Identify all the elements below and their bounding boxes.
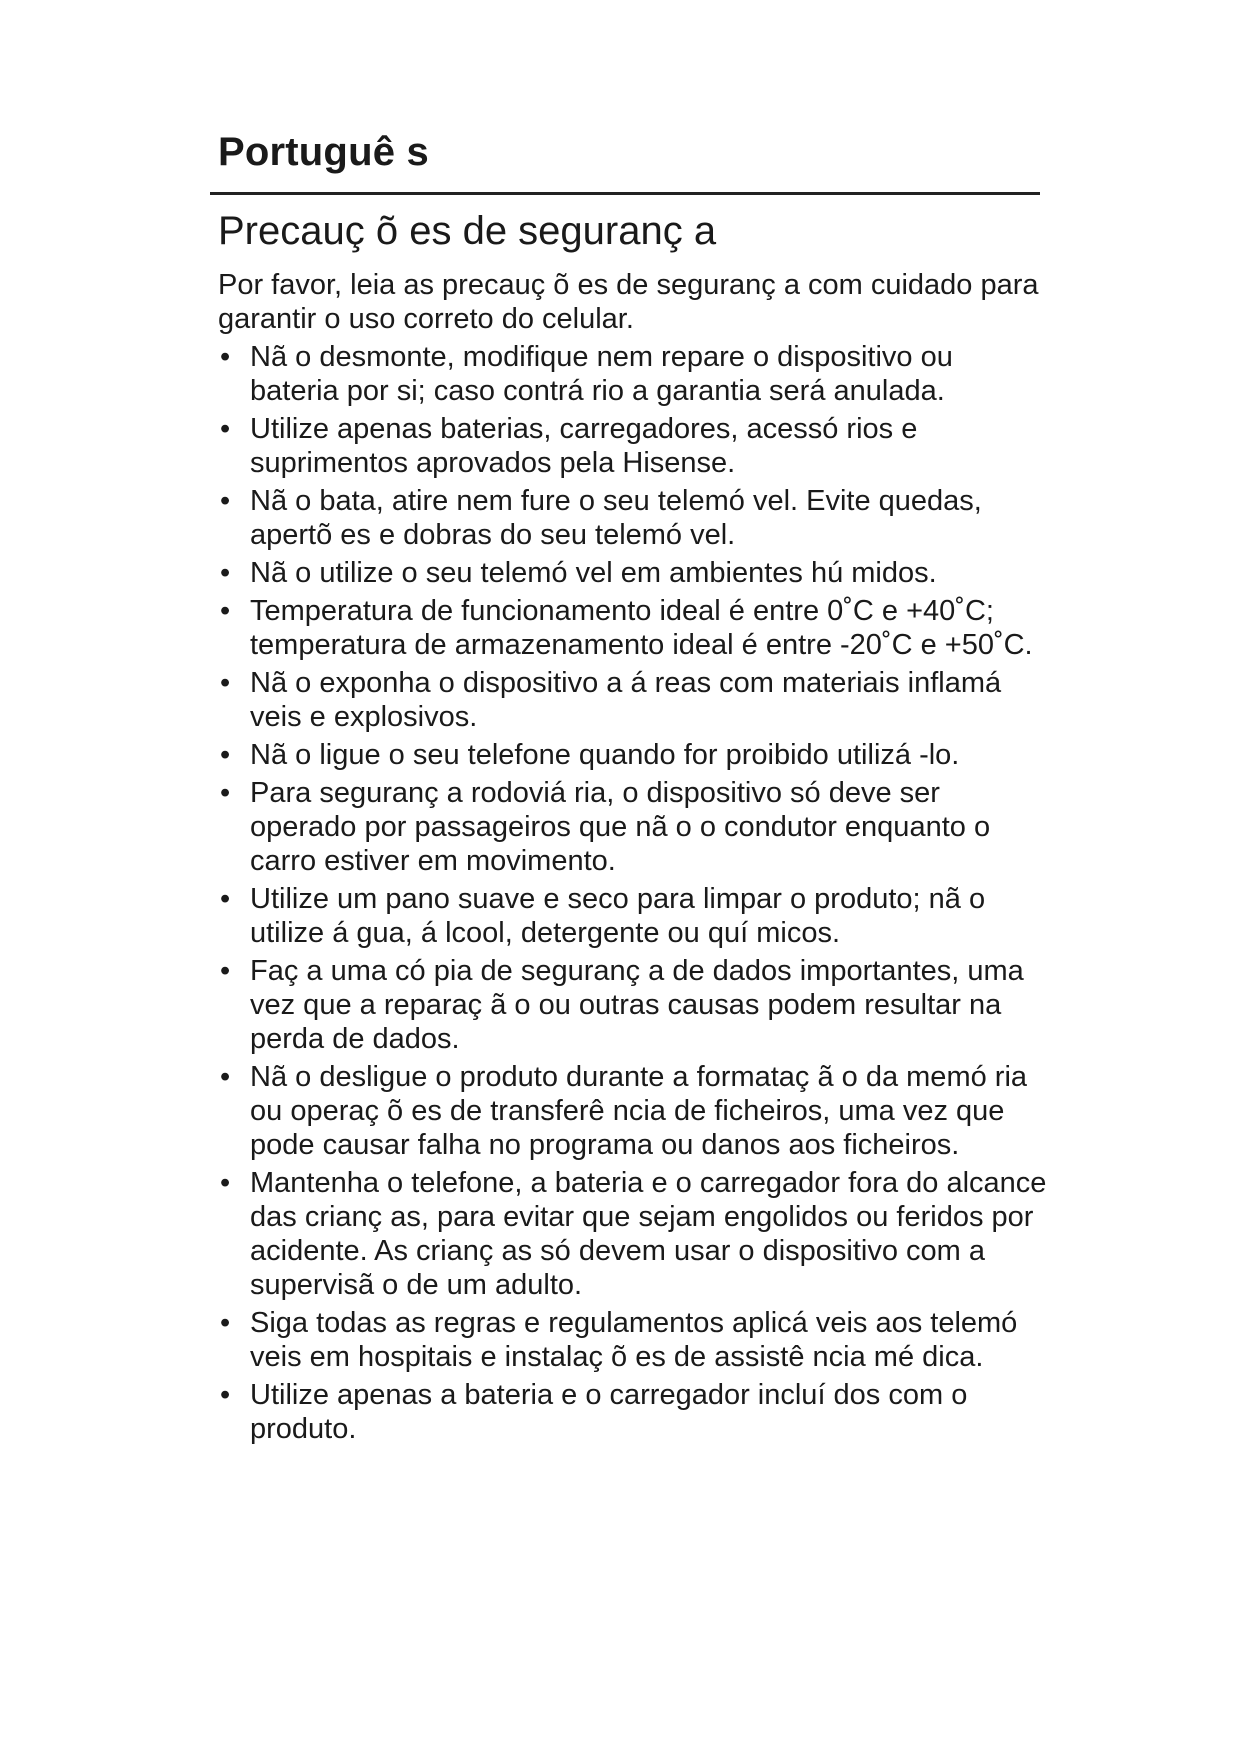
header	[218, 128, 1038, 176]
bullet-icon: •	[220, 739, 231, 771]
bullet-icon: •	[220, 955, 231, 987]
bullet-icon: •	[220, 595, 231, 627]
list-item-text: Faç a uma có pia de seguranç a de dados importantes, uma vez que a reparaç ã o ou outras causas podem resultar na perda de dados.	[250, 955, 1024, 1055]
list-item-text: Siga todas as regras e regulamentos aplicá veis aos telemó veis em hospitais e instalaç õ es de assistê ncia mé dica.	[250, 1307, 1018, 1373]
list-item	[218, 594, 1048, 662]
list-item-text: Mantenha o telefone, a bateria e o carregador fora do alcance das crianç as, para evitar que sejam engolidos ou feridos por acidente. As crianç as só devem usar o dispositivo com a supervisã o de um adulto.	[250, 1167, 1047, 1301]
list-item	[218, 954, 1048, 1056]
list-item	[218, 738, 1048, 772]
list-item	[218, 776, 1048, 878]
list-item	[218, 1060, 1048, 1162]
safety-precautions-list	[218, 340, 1048, 1450]
list-item-text: Nã o utilize o seu telemó vel em ambientes hú midos.	[250, 557, 937, 589]
list-item	[218, 340, 1048, 408]
bullet-icon: •	[220, 485, 231, 517]
bullet-icon: •	[220, 557, 231, 589]
list-item	[218, 666, 1048, 734]
list-item	[218, 1166, 1048, 1302]
language-title: Portuguê s	[218, 130, 429, 174]
list-item	[218, 484, 1048, 552]
list-item-text: Nã o bata, atire nem fure o seu telemó vel. Evite quedas, apertõ es e dobras do seu telemó vel.	[250, 485, 982, 551]
list-item-text: Temperatura de funcionamento ideal é entre 0˚C e +40˚C; temperatura de armazenamento ideal é entre -20˚C e +50˚C.	[250, 595, 1033, 661]
list-item-text: Nã o exponha o dispositivo a á reas com materiais inflamá veis e explosivos.	[250, 667, 1002, 733]
bullet-icon: •	[220, 1379, 231, 1411]
list-item	[218, 1306, 1048, 1374]
bullet-icon: •	[220, 667, 231, 699]
list-item	[218, 412, 1048, 480]
bullet-icon: •	[220, 777, 231, 809]
list-item-text: Utilize um pano suave e seco para limpar o produto; nã o utilize á gua, á lcool, detergente ou quí micos.	[250, 883, 986, 949]
list-item-text: Nã o desmonte, modifique nem repare o dispositivo ou bateria por si; caso contrá rio a garantia será anulada.	[250, 341, 953, 407]
bullet-icon: •	[220, 341, 231, 373]
list-item-text: Utilize apenas baterias, carregadores, acessó rios e suprimentos aprovados pela Hisense.	[250, 413, 918, 479]
list-item-text: Nã o ligue o seu telefone quando for proibido utilizá -lo.	[250, 739, 960, 771]
list-item-text: Nã o desligue o produto durante a formataç ã o da memó ria ou operaç õ es de transferê ncia de ficheiros, uma vez que pode causar falha no programa ou danos aos ficheiros.	[250, 1061, 1028, 1161]
list-item	[218, 882, 1048, 950]
bullet-icon: •	[220, 1307, 231, 1339]
bullet-icon: •	[220, 883, 231, 915]
header-divider	[210, 192, 1040, 195]
list-item-text: Para seguranç a rodoviá ria, o dispositivo só deve ser operado por passageiros que nã o o condutor enquanto o carro estiver em movimento.	[250, 777, 991, 877]
list-item-text: Utilize apenas a bateria e o carregador incluí dos com o produto.	[250, 1379, 968, 1445]
list-item	[218, 1378, 1048, 1446]
bullet-icon: •	[220, 413, 231, 445]
bullet-icon: •	[220, 1167, 231, 1199]
intro-paragraph: Por favor, leia as precauç õ es de seguranç a com cuidado para garantir o uso correto do celular.	[218, 269, 1039, 335]
section-title: Precauç õ es de seguranç a	[218, 209, 717, 253]
list-item	[218, 556, 1048, 590]
bullet-icon: •	[220, 1061, 231, 1093]
